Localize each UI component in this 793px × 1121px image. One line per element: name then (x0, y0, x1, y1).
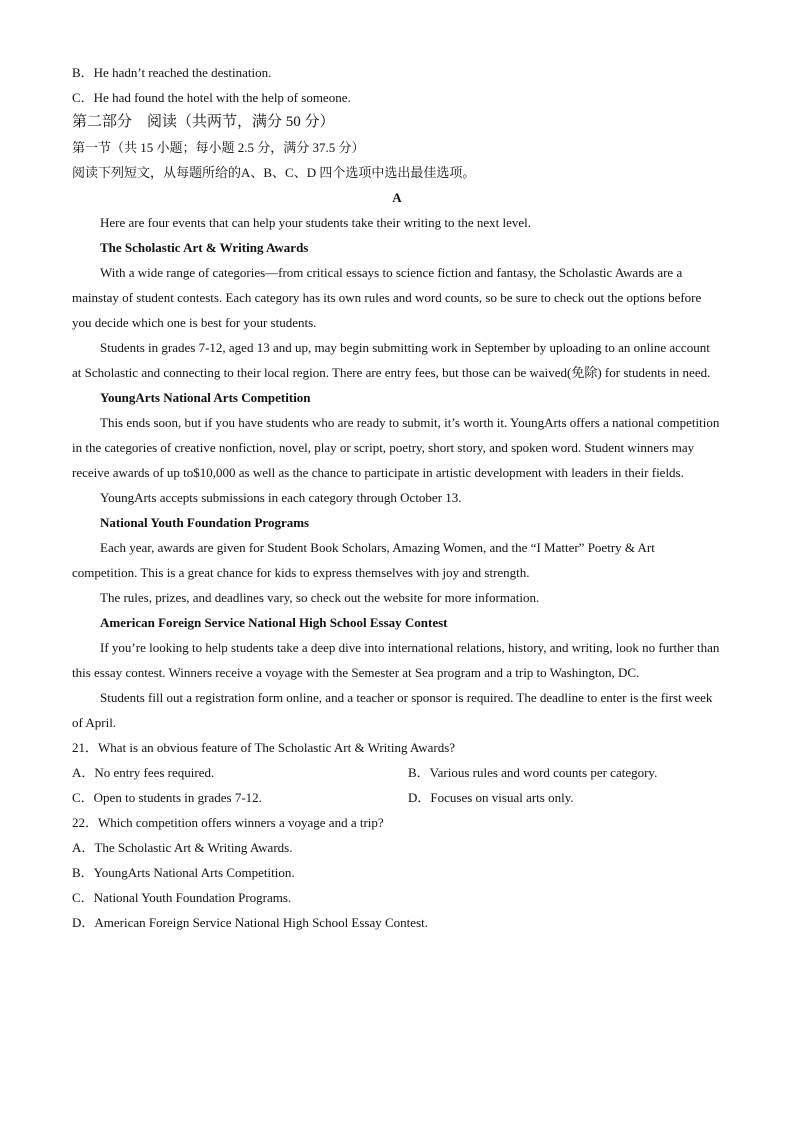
option-c: C．National Youth Foundation Programs. (72, 890, 292, 905)
option-a: A．No entry fees required. (72, 765, 215, 780)
exam-page (72, 60, 722, 935)
instructions: 阅读下列短文，从每题所给的A、B、C、D 四个选项中选出最佳选项。 (72, 165, 476, 180)
event-paragraph: With a wide range of categories—from critical essays to science fiction and fantasy, the Scholastic Awards are a mainstay of student contests. Each category has its own rules and word counts, so be sure to check out the options before you decide which one is best for your students. (72, 265, 702, 330)
option-b: B．YoungArts National Arts Competition. (72, 865, 295, 880)
event-heading-afsa: American Foreign Service National High School Essay Contest (100, 615, 448, 630)
question-21-options-row2 (72, 785, 722, 810)
event-paragraph: Each year, awards are given for Student Book Scholars, Amazing Women, and the “I Matter” Poetry & Art competition. This is a great chance for kids to express themselves with joy and strength. (72, 540, 655, 580)
section-title: 第一节（共 15 小题；每小题 2.5 分，满分 37.5 分） (72, 140, 365, 155)
event-heading-nyf: National Youth Foundation Programs (100, 515, 310, 530)
event-paragraph: This ends soon, but if you have students who are ready to submit, it’s worth it. YoungArts offers a national competition in the categories of creative nonfiction, novel, play or script, poetry, short story, and spoken word. Student winners may receive awards of up to$10,000 as well as the chance to participate in artistic development with leaders in their fields. (72, 415, 720, 480)
event-paragraph: YoungArts accepts submissions in each category through October 13. (100, 490, 462, 505)
question-21-options-row1 (72, 760, 722, 785)
event-heading-scholastic: The Scholastic Art & Writing Awards (100, 240, 309, 255)
event-paragraph: The rules, prizes, and deadlines vary, so check out the website for more information. (100, 590, 540, 605)
prev-option-b: B．He hadn’t reached the destination. (72, 65, 272, 80)
event-paragraph: Students in grades 7-12, aged 13 and up, may begin submitting work in September by uploading to an online account at Scholastic and connecting to their local region. There are entry fees, but those can be waived(免除) for students in need. (72, 340, 711, 380)
passage-intro: Here are four events that can help your students take their writing to the next level. (100, 215, 532, 230)
passage-label: A (392, 190, 402, 205)
event-paragraph: Students fill out a registration form online, and a teacher or sponsor is required. The deadline to enter is the first week of April. (72, 690, 713, 730)
option-d: D．American Foreign Service National High School Essay Contest. (72, 915, 428, 930)
part-title: 第二部分 阅读（共两节，满分 50 分） (72, 114, 335, 130)
option-b: B．Various rules and word counts per category. (408, 765, 658, 780)
option-c: C．Open to students in grades 7-12. (72, 790, 262, 805)
event-paragraph: If you’re looking to help students take a deep dive into international relations, history, and writing, look no further than this essay contest. Winners receive a voyage with the Semester at Sea program and a trip to Washington, DC. (72, 640, 720, 680)
option-d: D．Focuses on visual arts only. (408, 790, 574, 805)
option-a: A．The Scholastic Art & Writing Awards. (72, 840, 293, 855)
event-heading-youngarts: YoungArts National Arts Competition (100, 390, 311, 405)
question-22-stem: 22．Which competition offers winners a voyage and a trip? (72, 815, 384, 830)
question-21-stem: 21．What is an obvious feature of The Scholastic Art & Writing Awards? (72, 740, 456, 755)
prev-option-c: C．He had found the hotel with the help of someone. (72, 90, 351, 105)
